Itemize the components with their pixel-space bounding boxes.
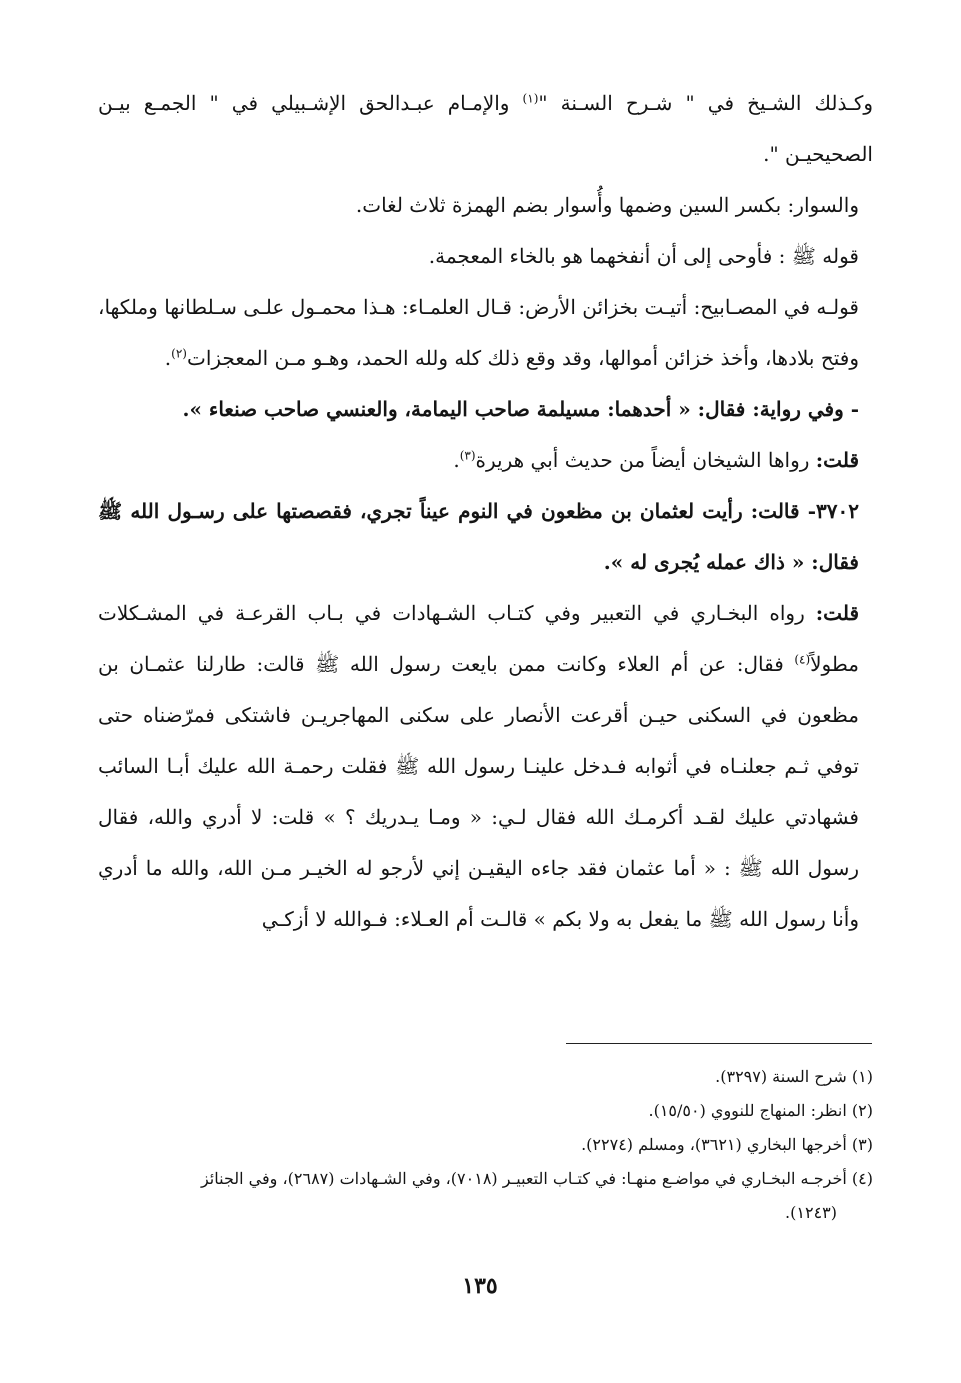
paragraph-4-text: قولـه في المصـابيح: أتيـت بخزائن الأرض: قـال العلمـاء: هـذا محمـول علـى سـلطانها وملكها، وفتح بلادها، وأخذ خزائن أموالها، وقد وقع ذلك كله ولله الحمد، وهـو مـن المعجزات [98,295,859,370]
footnote-ref-2: (٢) [171,346,187,361]
paragraph-2: والسوار: بكسر السين وضمها وأُسوار بضم الهمزة ثلاث لغات. [355,193,859,217]
paragraph-8 [98,588,873,945]
footnote-ref-1: (١) [522,91,539,106]
paragraph-6-text: رواها الشيخان أيضاً من حديث أبي هريرة [475,448,816,472]
footnote-1: (١) شرح السنة (٣٢٩٧). [715,1067,873,1086]
paragraph-1-text-rest: والإمـام عبـدالحق الإشـبيلي في " الجمـع بيـن الصحيحيـن ". [98,91,873,166]
paragraph-4-end: . [164,346,172,370]
paragraph-5: - وفي رواية: فقال: « أحدهما: مسيلمة صاحب اليمامة، والعنسي صاحب صنعاء ». [182,397,859,421]
footnote-4: (٤) أخرجـه البخـاري في مواضـع منهـا: في كتـاب التعبيـر (٧٠١٨)، وفي الشـهادات (٢٦٨٧)، وفي الجنائز [200,1169,873,1188]
footnote-divider [566,1043,872,1044]
paragraph-6 [98,435,873,486]
hadith-3702: ٣٧٠٢- قالت: رأيت لعثمان بن مظعون في النوم عيناً تجري، فقصصتها على رسـول الله ﷺ فقال: « ذاك عمله يُجرى له ». [98,499,860,574]
qultu-label: قلت: [815,448,859,472]
paragraph-1 [98,78,873,180]
paragraph-4 [98,282,873,384]
qultu-label: قلت: [815,601,859,625]
footnote-2: (٢) انظر: المنهاج للنووي (١٥/٥٠). [648,1101,873,1120]
paragraph-1-text: وكـذلك الشـيخ في " شـرح السـنة " [538,91,873,115]
paragraph-3: قوله ﷺ : فأوحى إلى أن أنفخهما هو بالخاء المعجمة. [428,244,859,268]
paragraph-6-end: . [453,448,460,472]
footnote-ref-4: (٤) [794,652,811,667]
footnote-4-continuation: (١٢٤٣). [785,1203,837,1222]
footnote-ref-3: (٣) [459,448,476,463]
footnotes [88,1060,873,1230]
page-number: ١٣٥ [462,1273,498,1299]
paragraph-8-text: رواه البخـاري في التعبير وفي كتـاب الشـهادات في بـاب القرعـة في المشـكلات مطولاً [98,601,859,676]
paragraph-8-text-rest: فقال: عن أم العلاء وكانت ممن بايعت رسول الله ﷺ قالت: طارلنا عثمـان بن مظعون في السكنى حيـن أقرعت الأنصار على سكنى المهاجريـن فاشتكى فمرّضناه حتى توفي ثـم جعلنـاه في أثوابه فـدخل علينـا رسول الله ﷺ فقلت رحمـة الله عليك أبـا السائب فشهادتي عليك لقـد أكرمـك الله فقال لـي: « ومـا يـدريك ؟ » قلت: لا أدري والله، فقال رسول الله ﷺ : « أما عثمان فقد جاءه اليقيـن إني لأرجو له الخيـر مـن الله، والله ما أدري وأنا رسول الله ﷺ ما يفعل به ولا بكم » قالـت أم العـلاء: فـوالله لا أزكـي [98,652,859,931]
footnote-3: (٣) أخرجها البخاري (٣٦٢١)، ومسلم (٢٢٧٤). [581,1135,873,1154]
main-text [98,78,873,945]
